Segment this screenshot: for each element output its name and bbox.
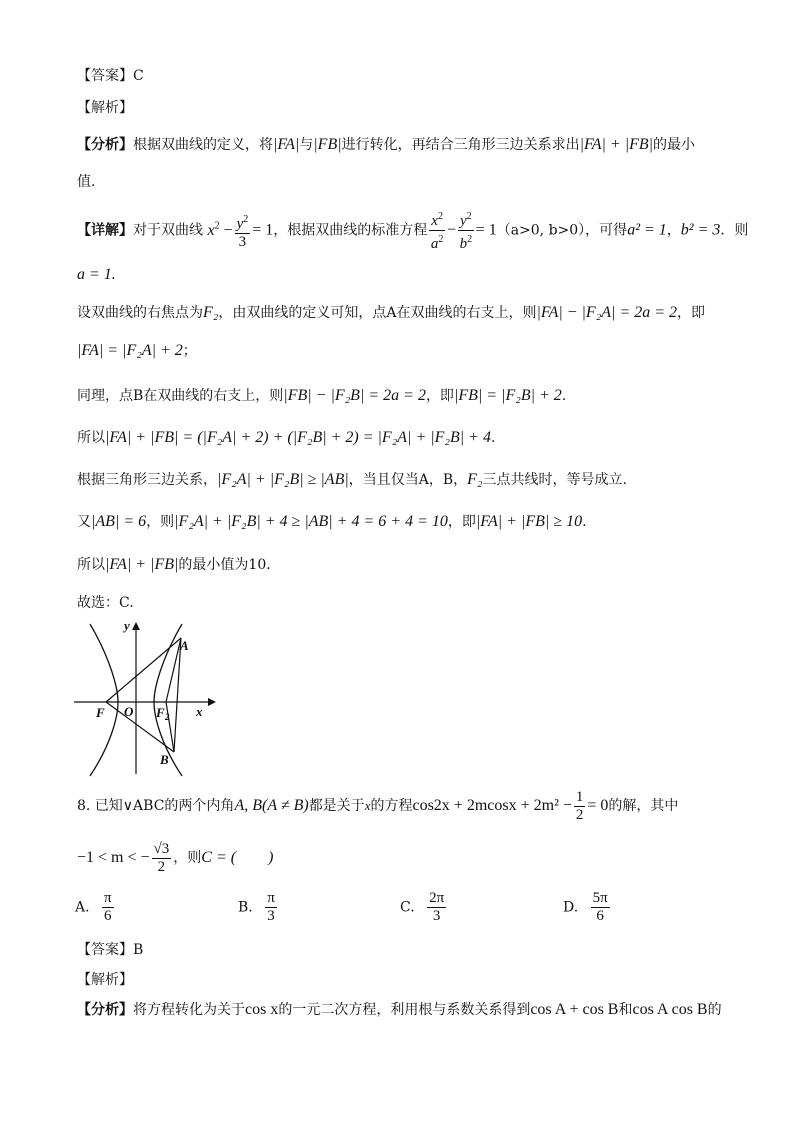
- q7-para1-line2: [77, 341, 197, 361]
- math-cosx: cos x: [245, 1001, 279, 1018]
- math-eq: |FA| − |F₂A| = 2a = 2: [536, 304, 678, 321]
- q7-analysis-heading: 【解析】: [77, 100, 133, 116]
- text: ，则: [146, 514, 175, 530]
- q8-analysis-heading: 【解析】: [77, 972, 133, 988]
- option-label: D.: [563, 899, 579, 916]
- text: 根据双曲线的定义，将: [133, 137, 273, 153]
- text: ，即: [677, 305, 706, 321]
- math-eq: |FA| = |F₂A| + 2: [77, 342, 183, 359]
- q7-para2: [77, 386, 566, 406]
- math-sum: |FA| + |FB|: [579, 136, 654, 153]
- text: 对于双曲线: [133, 222, 203, 239]
- math-eq: |FB| = |F₂B| + 2: [453, 387, 562, 404]
- text: .: [561, 388, 567, 404]
- q8-stem-line1: [77, 788, 678, 824]
- text: 三点共线时，等号成立.: [482, 472, 627, 488]
- text: 进行转化，再结合三角形三边关系求出: [341, 137, 580, 153]
- math-cond: (A ≠ B): [261, 797, 309, 814]
- frac-y2-3: $\frac{y^2}{3}$: [235, 211, 251, 251]
- option-value: $\frac{\pi}{6}$: [104, 890, 112, 924]
- text: 的一元二次方程，利用根与系数关系得到: [278, 1002, 531, 1018]
- math-ask: C = ( ): [201, 849, 274, 866]
- text: （a>0, b>0），可得: [496, 222, 628, 239]
- y-axis-arrow: [132, 622, 140, 630]
- option-value: $\frac{2\pi}{3}$: [429, 890, 445, 924]
- x-axis-arrow: [208, 698, 216, 706]
- math-eq: |F₂A| + |F₂B| + 4 ≥ |AB| + 4 = 6 + 4 = 10: [174, 513, 448, 530]
- text: .: [582, 514, 587, 530]
- label-a: A: [180, 638, 189, 653]
- q8-fenxi: [77, 1000, 722, 1020]
- fenxi-tag: 【分析】: [77, 1002, 133, 1018]
- math-prod-cos: cos A cos B: [632, 1001, 708, 1018]
- option-value: $\frac{5\pi}{6}$: [592, 890, 608, 924]
- text: 同理，点B在双曲线的右支上，则: [77, 388, 284, 404]
- math-angles: A, B: [234, 797, 262, 814]
- option-label: B.: [238, 899, 253, 916]
- q8-answer: 【答案】B: [77, 942, 144, 958]
- math-equation-end: = 0: [587, 797, 609, 814]
- label-y: y: [124, 618, 130, 633]
- math-equation: cos2x + 2mcosx + 2m² −: [412, 797, 572, 814]
- text: 所以: [77, 430, 105, 446]
- option-value: $\frac{\pi}{3}$: [267, 890, 275, 924]
- text: ，即: [425, 388, 454, 404]
- option-c[interactable]: [400, 890, 448, 925]
- math-range: −1 < m < −: [77, 849, 150, 866]
- text: ，当且仅当A，B，: [348, 472, 468, 488]
- text: 的最小值为10.: [178, 557, 271, 573]
- q7-choose: 故选：C.: [77, 595, 134, 611]
- text: 的最小: [653, 137, 696, 153]
- option-label: A.: [75, 899, 90, 916]
- text: ，则: [173, 850, 202, 866]
- text: 根据三角形三边关系，: [77, 472, 217, 488]
- option-a[interactable]: [75, 890, 116, 925]
- left-branch: [90, 624, 118, 776]
- detail-tag: 【详解】: [77, 222, 133, 239]
- math-eq: |FA| + |FB| ≥ 10: [475, 513, 583, 530]
- text: 与: [299, 137, 314, 153]
- frac-sqrt3-2: $\frac{√3}{2}$: [153, 840, 170, 875]
- q7-detail-line2: a = 1.: [77, 266, 116, 283]
- math-var: x: [364, 798, 371, 813]
- text: 又: [77, 514, 91, 530]
- label-o: O: [124, 704, 134, 719]
- text: .: [490, 430, 496, 446]
- text: 的方程: [370, 798, 413, 814]
- segment-FA: [106, 638, 181, 702]
- label-f2-sub: 2: [165, 712, 170, 722]
- math-eq: |F₂A| + |F₂B| ≥ |AB|: [217, 471, 349, 488]
- label-f: F: [96, 705, 105, 720]
- math-f2: F₂: [467, 471, 483, 488]
- text: 的: [707, 1002, 722, 1018]
- q7-fenxi-line1: [77, 135, 695, 155]
- q7-detail-line1: 【详解】对于双曲线 $x^2$ − $\frac{y^2}{3}$ = 1，根据双曲线的标准方程 $\frac{x^2}{a^2}$ − $\frac{y^2}{b^2}$ = 1（a>0, b>0），可得a² = 1，b² = 3．则: [77, 208, 748, 253]
- math-eq: |AB| = 6: [91, 513, 147, 530]
- text: 和: [618, 1002, 633, 1018]
- fenxi-tag: 【分析】: [77, 137, 133, 153]
- q7-para5: [77, 512, 587, 532]
- math-b2: b² = 3: [680, 221, 721, 239]
- label-b: B: [160, 752, 169, 767]
- option-label: C.: [400, 899, 415, 916]
- q7-answer: 【答案】C: [77, 68, 144, 84]
- q7-para3: [77, 428, 495, 448]
- math-fa: |FA|: [273, 136, 300, 153]
- text: 将方程转化为关于: [133, 1002, 245, 1018]
- hyperbola-figure: [70, 618, 220, 778]
- label-x: x: [196, 704, 203, 719]
- option-d[interactable]: [563, 890, 612, 925]
- q7-para1-line1: [77, 303, 705, 323]
- label-f2: F: [156, 705, 165, 720]
- q7-para4: [77, 470, 627, 490]
- text: ，根据双曲线的标准方程: [273, 222, 428, 239]
- math-eq: |FB| − |F₂B| = 2a = 2: [283, 387, 426, 404]
- hyperbola-eq: $x^2$ −: [207, 220, 233, 239]
- text: ；: [182, 343, 197, 359]
- math-f2: F₂: [203, 304, 219, 321]
- q7-fenxi-line2: 值.: [77, 174, 96, 190]
- text: 已知∨ABC的两个内角: [94, 798, 235, 814]
- segment-F2B: [166, 702, 174, 752]
- q8-stem-line2: [77, 838, 273, 878]
- option-b[interactable]: [238, 890, 279, 925]
- text: 所以: [77, 557, 105, 573]
- question-number: 8.: [77, 798, 91, 814]
- text: ，由双曲线的定义可知，点A在双曲线的右支上，则: [218, 305, 537, 321]
- text: 都是关于: [308, 798, 365, 814]
- math-fb: |FB|: [313, 136, 342, 153]
- math-sum-cos: cos A + cos B: [530, 1001, 619, 1018]
- math-eq: |FA| + |FB| = (|F₂A| + 2) + (|F₂B| + 2) = |F₂A| + |F₂B| + 4: [105, 429, 491, 446]
- frac-half: $\frac{1}{2}$: [575, 788, 584, 823]
- text: ，即: [447, 514, 476, 530]
- q7-para6: [77, 555, 271, 575]
- text: 设双曲线的右焦点为: [77, 305, 203, 321]
- math-a2: a² = 1: [627, 221, 667, 239]
- frac-x2-a2: $\frac{x^2}{a^2}$: [429, 208, 445, 253]
- frac-y2-b2: $\frac{y^2}{b^2}$: [458, 208, 474, 253]
- math-eq: |FA| + |FB|: [105, 556, 179, 573]
- text: 的解，其中: [608, 798, 679, 814]
- text: ．则: [720, 222, 749, 239]
